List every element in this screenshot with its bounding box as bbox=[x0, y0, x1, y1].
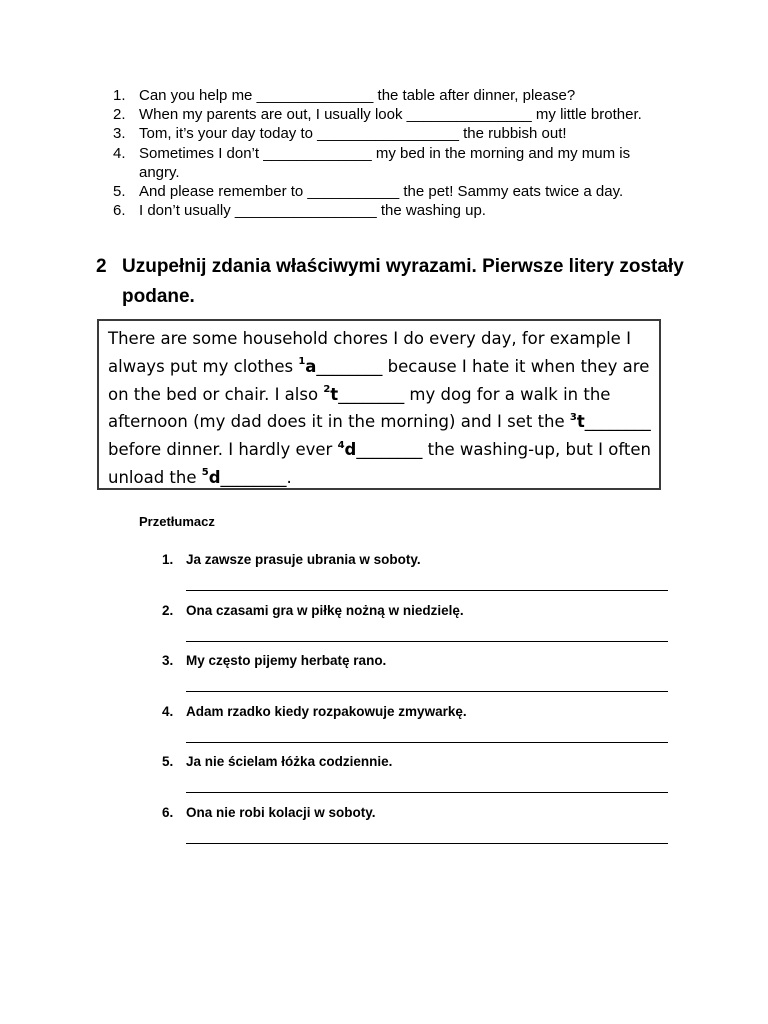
item-text: Tom, it’s your day today to _________________ the rubbish out! bbox=[139, 125, 567, 143]
list-item: 1. Ja zawsze prasuje ubrania w soboty. bbox=[162, 552, 672, 603]
answer-line[interactable] bbox=[186, 691, 668, 692]
exercise-2-heading bbox=[96, 252, 696, 312]
gap-number: 4 bbox=[337, 439, 345, 451]
list-item: 2. Ona czasami gra w piłkę nożną w niedzielę. bbox=[162, 603, 672, 654]
item-text: And please remember to ___________ the pet! Sammy eats twice a day. bbox=[139, 183, 624, 201]
exercise-instruction: Uzupełnij zdania właściwymi wyrazami. Pierwsze litery zostały podane. bbox=[122, 256, 684, 307]
list-item: 6. I don’t usually _________________ the washing up. bbox=[113, 202, 486, 220]
exercise-1-list bbox=[113, 86, 673, 220]
answer-line[interactable] bbox=[186, 742, 668, 743]
sentence-text: Ona czasami gra w piłkę nożną w niedzielę. bbox=[186, 602, 464, 618]
exercise-number: 2 bbox=[96, 256, 107, 277]
gap-letter: d bbox=[208, 467, 221, 487]
gap-letter: d bbox=[344, 440, 357, 460]
gap-letter: t bbox=[576, 412, 585, 432]
item-text: Sometimes I don’t _____________ my bed in the morning and my mum is angry. bbox=[139, 144, 631, 181]
sentence-text: Ja nie ścielam łóżka codziennie. bbox=[186, 754, 393, 770]
answer-line[interactable] bbox=[186, 641, 668, 642]
sentence-text: Ja zawsze prasuje ubrania w soboty. bbox=[186, 552, 421, 567]
gap-fill-text-box: There are some household chores I do every day, for example I always put my clothes $^1$a________ because I hate it when they are on the bed or chair. I also $^2$t________ my dog for a walk in the afternoon (my dad does it in the morning) and I set the $^3$t________ before dinner. I hardly ever $^4$d________ the washing-up, but I often unload the $^5$d________. bbox=[97, 319, 661, 490]
item-text: When my parents are out, I usually look _______________ my little brother. bbox=[139, 106, 642, 124]
list-item: 3. My często pijemy herbatę rano. bbox=[162, 653, 672, 704]
translation-list bbox=[162, 552, 672, 856]
item-text: Can you help me ______________ the table after dinner, please? bbox=[139, 87, 576, 104]
gap-letter: a bbox=[305, 356, 317, 376]
answer-line[interactable] bbox=[186, 590, 668, 591]
item-text: I don’t usually _________________ the washing up. bbox=[139, 202, 486, 220]
list-item: 4. Sometimes I don’t _____________ my bed in the morning and my mum is angry. bbox=[113, 144, 631, 181]
list-item: 1. Can you help me ______________ the table after dinner, please? bbox=[113, 87, 576, 104]
translate-heading: Przetłumacz bbox=[139, 514, 215, 529]
list-item: 5. Ja nie ścielam łóżka codziennie. bbox=[162, 754, 672, 805]
sentence-text: Adam rzadko kiedy rozpakowuje zmywarkę. bbox=[186, 703, 467, 719]
list-item: 6. Ona nie robi kolacji w soboty. bbox=[162, 805, 672, 856]
gap-number: 1 bbox=[298, 356, 306, 368]
sentence-text: My często pijemy herbatę rano. bbox=[186, 653, 387, 669]
answer-line[interactable] bbox=[186, 792, 668, 793]
gap-number: 3 bbox=[569, 411, 577, 423]
list-item: 3. Tom, it’s your day today to _________________ the rubbish out! bbox=[113, 125, 567, 143]
list-item: 4. Adam rzadko kiedy rozpakowuje zmywarkę. bbox=[162, 704, 672, 755]
gap-number: 5 bbox=[201, 467, 209, 479]
gap-letter: t bbox=[330, 384, 339, 404]
list-item: 2. When my parents are out, I usually look _______________ my little brother. bbox=[113, 106, 642, 124]
list-item: 5. And please remember to ___________ the pet! Sammy eats twice a day. bbox=[113, 183, 624, 201]
gap-number: 2 bbox=[323, 384, 331, 396]
sentence-text: Ona nie robi kolacji w soboty. bbox=[186, 804, 376, 820]
answer-line[interactable] bbox=[186, 843, 668, 844]
